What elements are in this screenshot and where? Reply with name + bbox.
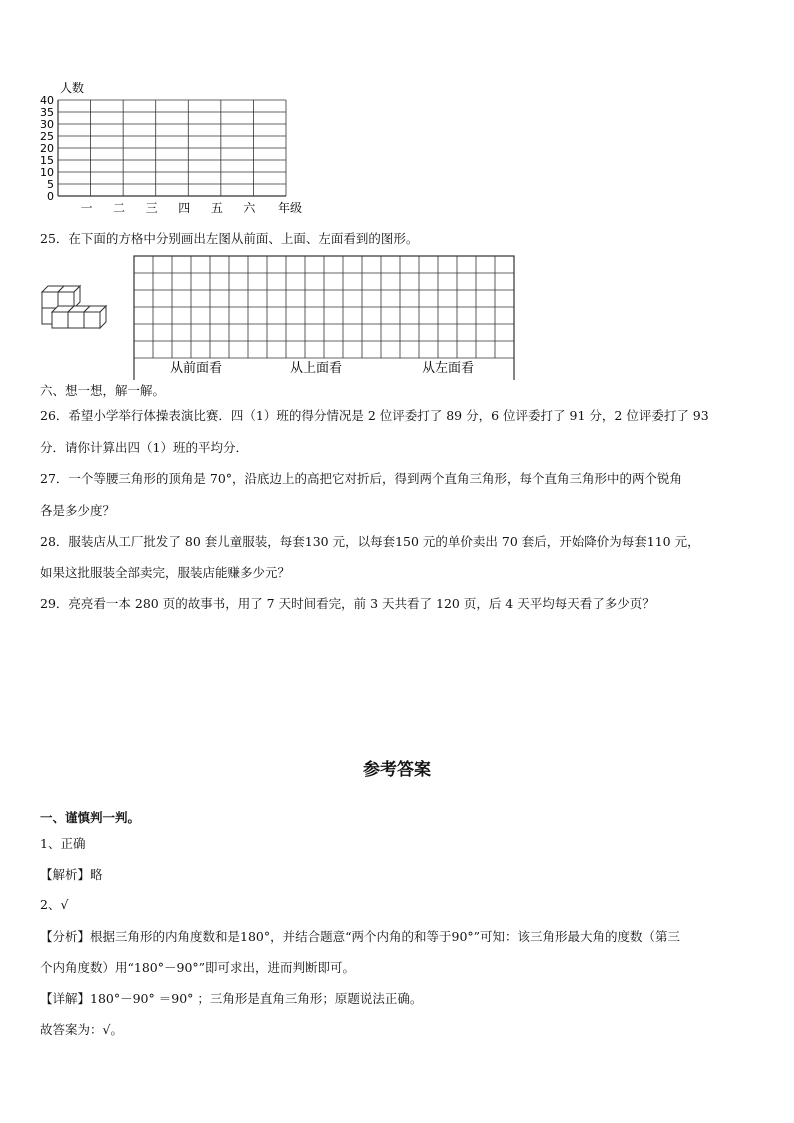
x-category-label: 六 [243,201,256,215]
y-tick-label: 10 [40,166,54,179]
y-tick-labels [40,94,54,203]
y-tick-label: 20 [40,142,54,155]
x-category-label: 五 [210,201,223,215]
answer-1: 1、正确 [40,836,86,851]
y-tick-label: 15 [40,154,54,167]
answer-2: 2、√ [40,897,69,912]
answers-section-1: 一、谨慎判一判。 [40,810,141,825]
y-axis-label: 人数 [60,81,85,95]
question-27-line2: 各是多少度？ [40,503,116,518]
y-tick-label: 25 [40,130,54,143]
answer-2-analysis-line2: 个内角度数）用“180°－90°”即可求出，进而判断即可。 [40,960,356,975]
chart-grid [58,100,286,196]
y-tick-label: 5 [47,178,54,191]
x-axis-label: 年级 [278,201,303,215]
y-tick-label: 0 [47,190,54,203]
answer-1-analysis: 【解析】略 [40,867,103,882]
x-category-label: 四 [178,201,191,215]
x-category-labels [81,201,257,215]
question-29: 29．亮亮看一本 280 页的故事书，用了 7 天时间看完，前 3 天共看了 120 页，后 4 天平均每天看了多少页？ [40,596,655,611]
answers-title: 参考答案 [363,760,431,780]
question-25: 25．在下面的方格中分别画出左图从前面、上面、左面看到的图形。 [40,231,419,246]
front-view-label: 从前面看 [170,361,223,376]
question-28-line1: 28．服装店从工厂批发了 80 套儿童服装，每套130 元，以每套150 元的单价卖出 70 套后，开始降价为每套110 元， [40,534,700,549]
cube-figure [38,282,110,334]
answer-2-analysis-line1: 【分析】根据三角形的内角度数和是180°，并结合题意“两个内角的和等于90°”可知：该三角形最大角的度数（第三 [40,929,681,944]
question-26-line1: 26．希望小学举行体操表演比赛．四（1）班的得分情况是 2 位评委打了 89 分，6 位评委打了 91 分，2 位评委打了 93 [40,408,709,423]
x-category-label: 三 [145,201,158,215]
answer-2-detail: 【详解】180°－90° ＝90° ；三角形是直角三角形；原题说法正确。 [40,991,423,1006]
left-view-label: 从左面看 [422,361,475,376]
statistics-chart [30,78,320,218]
y-tick-label: 40 [40,94,54,107]
y-tick-label: 30 [40,118,54,131]
y-tick-label: 35 [40,106,54,119]
answer-2-conclusion: 故答案为：√。 [40,1022,123,1037]
drawing-grid [130,252,522,380]
question-26-line2: 分．请你计算出四（1）班的平均分． [40,440,248,455]
section-6-heading: 六、想一想，解一解。 [40,383,166,398]
x-category-label: 二 [113,201,126,215]
x-category-label: 一 [80,201,93,215]
question-28-line2: 如果这批服装全部卖完，服装店能赚多少元？ [40,565,291,580]
question-27-line1: 27．一个等腰三角形的顶角是 70°，沿底边上的高把它对折后，得到两个直角三角形，每个直角三角形中的两个锐角 [40,471,683,486]
top-view-label: 从上面看 [290,361,343,376]
